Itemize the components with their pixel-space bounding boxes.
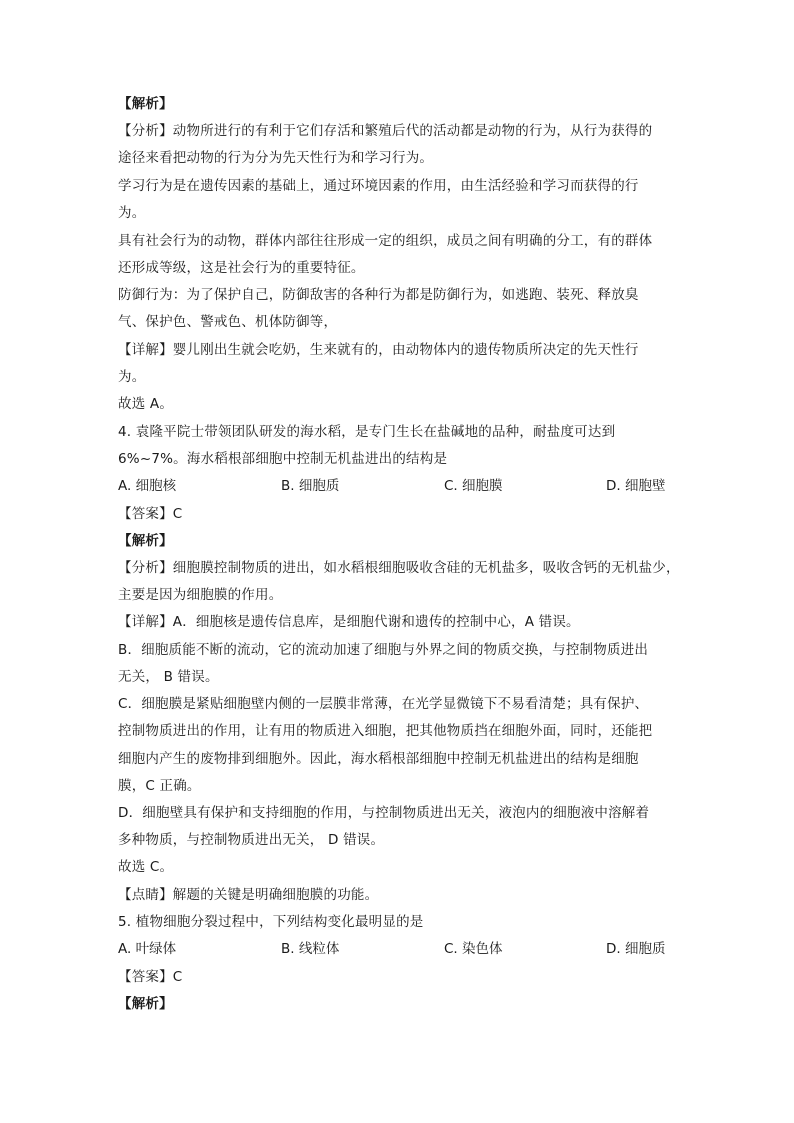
option-a: A. 叶绿体 — [118, 941, 177, 957]
analysis-paragraph: 【分析】细胞膜控制物质的进出，如水稻根细胞吸收含硅的无机盐多，吸收含钙的无机盐少， — [118, 560, 680, 576]
question-5-options — [118, 940, 678, 958]
choice-statement: 故选 C。 — [118, 859, 174, 875]
analysis-paragraph: 还形成等级，这是社会行为的重要特征。 — [118, 260, 365, 276]
analysis-heading: 【解析】 — [118, 533, 173, 549]
detail-paragraph: C．细胞膜是紧贴细胞壁内侧的一层膜非常薄，在光学显微镜下不易看清楚；具有保护、 — [118, 696, 649, 712]
option-b: B. 线粒体 — [281, 941, 340, 957]
analysis-paragraph: 防御行为：为了保护自己，防御敌害的各种行为都是防御行为，如逃跑、装死、释放臭 — [118, 287, 639, 303]
detail-paragraph: 控制物质进出的作用，让有用的物质进入细胞，把其他物质挡在细胞外面，同时，还能把 — [118, 723, 653, 739]
question-4-stem: 6%~7%。海水稻根部细胞中控制无机盐进出的结构是 — [118, 451, 448, 467]
analysis-paragraph: 【分析】动物所进行的有利于它们存活和繁殖后代的活动都是动物的行为，从行为获得的 — [118, 123, 653, 139]
analysis-heading: 【解析】 — [118, 96, 173, 112]
analysis-paragraph: 主要是因为细胞膜的作用。 — [118, 587, 283, 603]
detail-paragraph: 【详解】A．细胞核是遗传信息库，是细胞代谢和遗传的控制中心，A 错误。 — [118, 614, 580, 630]
answer-line: 【答案】C — [118, 969, 183, 985]
detail-paragraph: 细胞内产生的废物排到细胞外。因此，海水稻根部细胞中控制无机盐进出的结构是细胞 — [118, 751, 639, 767]
question-4-options — [118, 477, 678, 495]
analysis-paragraph: 途径来看把动物的行为分为先天性行为和学习行为。 — [118, 150, 434, 166]
detail-paragraph: 无关， B 错误。 — [118, 669, 219, 685]
option-d: D. 细胞质 — [606, 941, 666, 957]
detail-paragraph: 【详解】婴儿刚出生就会吃奶，生来就有的，由动物体内的遗传物质所决定的先天性行 — [118, 342, 639, 358]
option-a: A. 细胞核 — [118, 478, 177, 494]
question-4-stem: 4. 袁隆平院士带领团队研发的海水稻，是专门生长在盐碱地的品种，耐盐度可达到 — [118, 424, 616, 440]
detail-paragraph: D．细胞壁具有保护和支持细胞的作用，与控制物质进出无关，液泡内的细胞液中溶解着 — [118, 805, 650, 821]
option-c: C. 染色体 — [444, 941, 503, 957]
analysis-heading: 【解析】 — [118, 996, 173, 1012]
analysis-paragraph: 学习行为是在遗传因素的基础上，通过环境因素的作用，由生活经验和学习而获得的行 — [118, 178, 639, 194]
option-d: D. 细胞壁 — [606, 478, 666, 494]
detail-paragraph: B．细胞质能不断的流动，它的流动加速了细胞与外界之间的物质交换，与控制物质进出 — [118, 642, 649, 658]
key-point: 【点睛】解题的关键是明确细胞膜的功能。 — [118, 887, 379, 903]
analysis-paragraph: 气、保护色、警戒色、机体防御等， — [118, 314, 338, 330]
option-c: C. 细胞膜 — [444, 478, 503, 494]
answer-line: 【答案】C — [118, 506, 183, 522]
analysis-paragraph: 为。 — [118, 205, 146, 221]
question-5-stem: 5. 植物细胞分裂过程中，下列结构变化最明显的是 — [118, 914, 424, 930]
detail-paragraph: 膜，C 正确。 — [118, 778, 201, 794]
analysis-paragraph: 具有社会行为的动物，群体内部往往形成一定的组织，成员之间有明确的分工，有的群体 — [118, 233, 653, 249]
detail-paragraph: 为。 — [118, 369, 146, 385]
detail-paragraph: 多种物质，与控制物质进出无关， D 错误。 — [118, 832, 385, 848]
option-b: B. 细胞质 — [281, 478, 340, 494]
choice-statement: 故选 A。 — [118, 396, 174, 412]
